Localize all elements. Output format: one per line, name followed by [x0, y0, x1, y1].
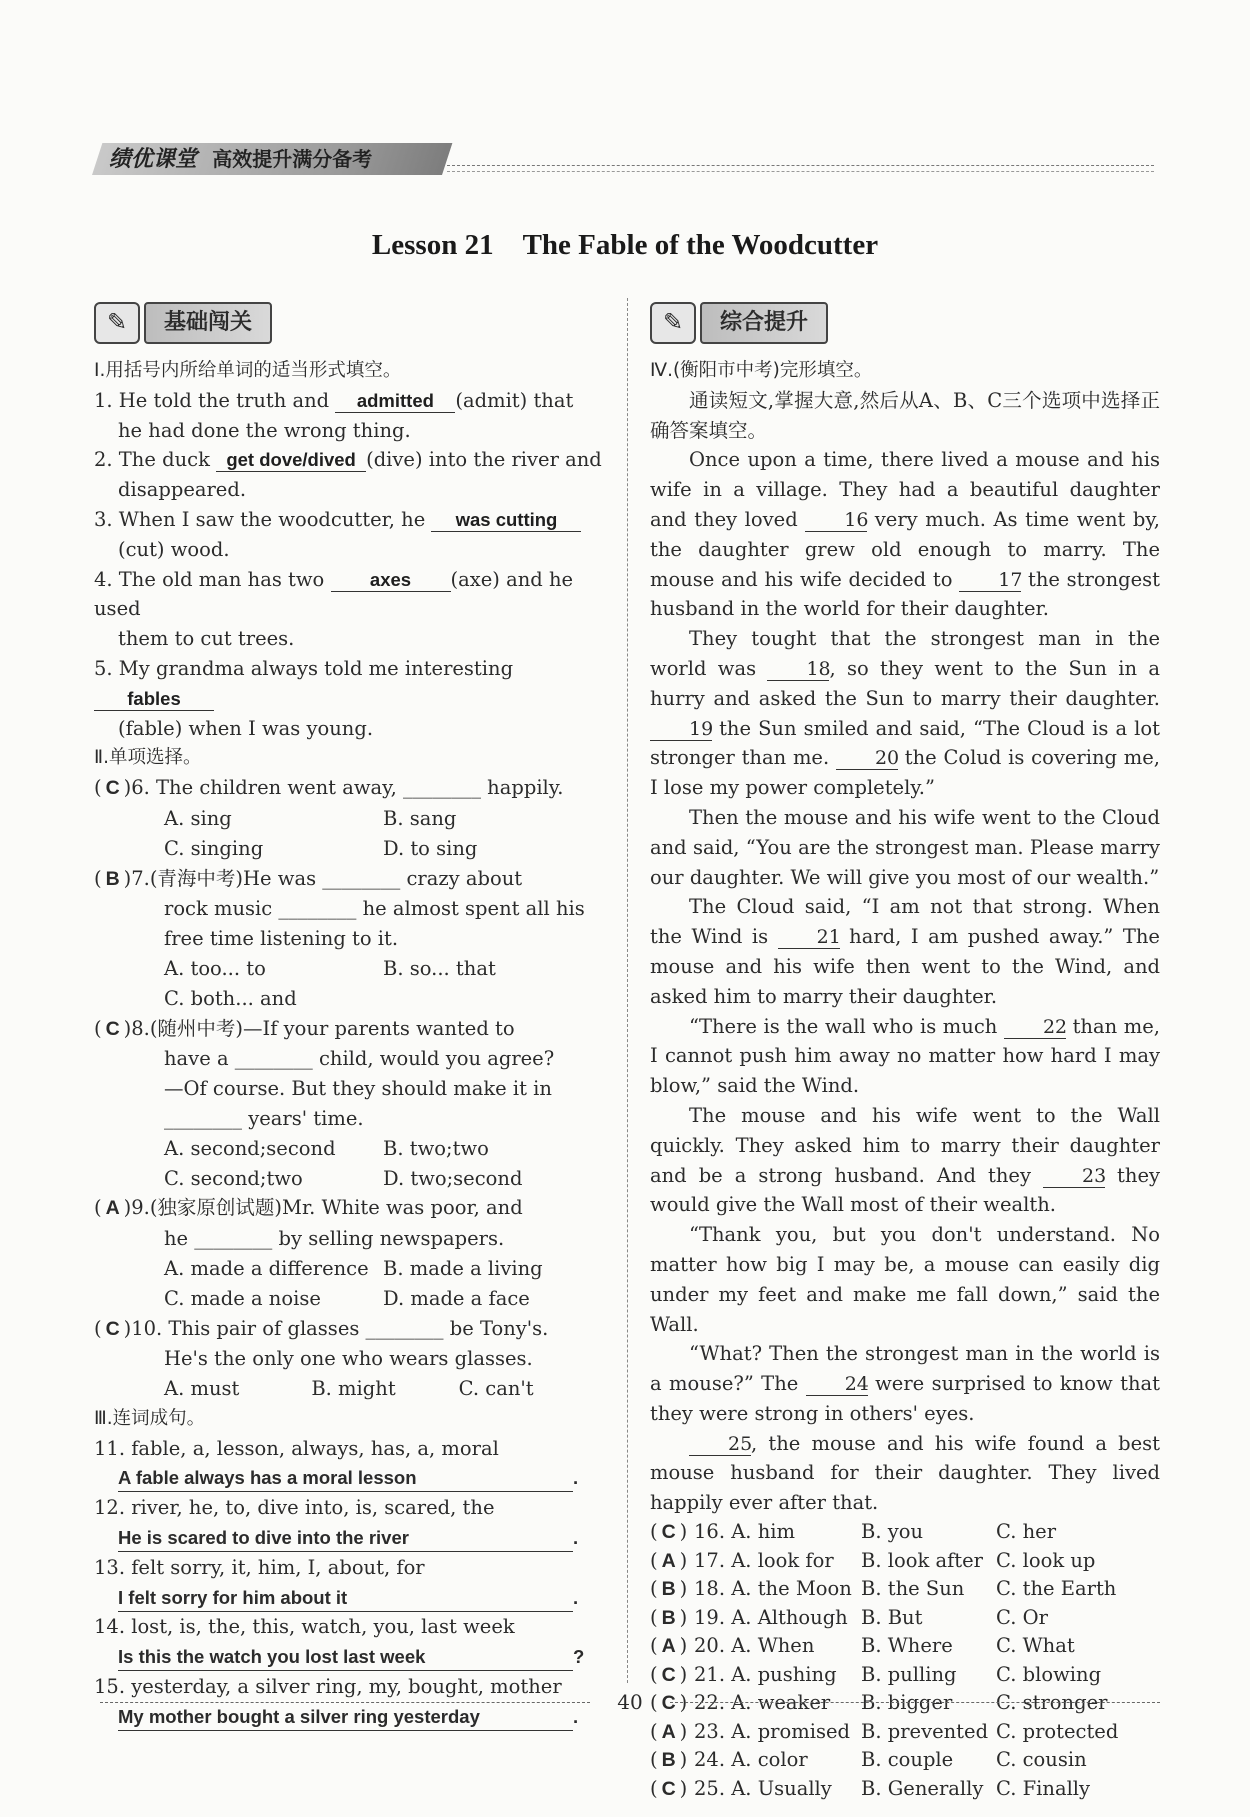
passage-text: than me, I cannot push him away no matter how hard I may blow,” said the Wind. [650, 1014, 1160, 1098]
part3-heading: Ⅲ.连词成句。 [94, 1407, 206, 1429]
passage-paragraph [650, 445, 1160, 624]
passage-text: “Thank you, but you don't understand. No matter how big I may be, a mouse can easily dig under my feet and make me fall down,” said the Wall. [650, 1223, 1160, 1336]
cloze-blank: 17 [959, 569, 1021, 592]
answer-cell [650, 1575, 694, 1604]
passage-text: the strongest husband in the world for their daughter. [650, 567, 1160, 621]
right-column [650, 300, 1160, 1803]
paren: ) [679, 1691, 688, 1715]
answer-letter: A [105, 1197, 120, 1220]
option-row [94, 954, 606, 984]
passage-text: the Sun smiled and said, “The Cloud is a lot stronger than me. [650, 716, 1160, 770]
option: B. sang [383, 806, 457, 830]
answer-letter: B [661, 1606, 676, 1629]
column-divider [627, 298, 628, 1683]
answer-letter: C [661, 1663, 676, 1686]
answer-letter: B [105, 867, 120, 890]
paren: ( [650, 1634, 658, 1658]
option: C. protected [996, 1719, 1119, 1743]
paren: ) [123, 1196, 132, 1220]
question-text: 1. He told the truth and [94, 388, 336, 412]
mc-question-line [94, 1014, 606, 1045]
paren: ( [650, 1520, 658, 1544]
question-text: he ________ by selling newspapers. [164, 1227, 505, 1251]
scrambled-words: 14. lost, is, the, this, watch, you, last week [94, 1615, 515, 1639]
option: B. prevented [861, 1719, 989, 1743]
paren: ( [94, 866, 102, 890]
passage-paragraph [650, 1220, 1160, 1339]
option: 17. A. look for [694, 1548, 834, 1572]
question-continuation: (cut) wood. [118, 537, 230, 561]
option: C. second;two [164, 1166, 303, 1190]
question-text: He's the only one who wears glasses. [164, 1347, 533, 1371]
answer-letter: C [661, 1692, 676, 1715]
paren: ( [650, 1577, 658, 1601]
choice-row [650, 1575, 1160, 1604]
passage-text: the Colud is covering me, I lose my power completely.” [650, 746, 1160, 800]
question-text: 9.(独家原创试题)Mr. White was poor, and [131, 1196, 523, 1220]
mc-question-line [94, 1314, 606, 1345]
section-header-advanced [650, 300, 1160, 346]
scrambled-words: 15. yesterday, a silver ring, my, bought, mother [94, 1675, 562, 1699]
passage-text: , so they went to the Sun in a hurry and asked the Sun to marry their daughter. [650, 656, 1160, 710]
option: D. to sing [383, 836, 478, 860]
paren: ( [650, 1605, 658, 1629]
question-continuation: disappeared. [118, 478, 247, 502]
option: B. might [311, 1377, 396, 1401]
sentence-end: . [573, 1527, 579, 1549]
question-text: rock music ________ he almost spent all his [164, 897, 585, 921]
passage-paragraph [650, 803, 1160, 892]
question-continuation: (fable) when I was young. [118, 716, 374, 740]
passage-text: Then the mouse and his wife went to the Cloud and said, “You are the strongest man. Please marry our daughter. We will give you most of our wealth.” [650, 805, 1160, 889]
option: 22. A. weaker [694, 1691, 831, 1715]
passage-text: , the mouse and his wife found a best mouse husband for their daughter. They lived happily ever after that. [650, 1431, 1160, 1515]
question-text: have a ________ child, would you agree? [164, 1047, 555, 1071]
answer-letter: B [661, 1749, 676, 1772]
option: A. sing [164, 806, 232, 830]
choice-row [650, 1547, 1160, 1576]
left-column [94, 300, 606, 1732]
part1-heading: Ⅰ.用括号内所给单词的适当形式填空。 [94, 360, 402, 381]
question-continuation: he had done the wrong thing. [118, 418, 411, 442]
page-header [92, 143, 1154, 177]
option: 16. A. him [694, 1520, 795, 1544]
option: A. too... to [164, 956, 266, 980]
cloze-blank: 22 [1004, 1016, 1066, 1039]
question-text: (dive) into the river and [366, 448, 602, 472]
option: 18. A. the Moon [694, 1577, 852, 1601]
answer-letter: C [661, 1777, 676, 1800]
scrambled-words: 13. felt sorry, it, him, I, about, for [94, 1555, 425, 1579]
option: C. the Earth [996, 1577, 1117, 1601]
paren: ( [94, 1016, 102, 1040]
question-text: —Of course. But they should make it in [164, 1077, 552, 1101]
passage-paragraph [650, 892, 1160, 1011]
cloze-blank: 24 [806, 1373, 868, 1396]
answer-letter: A [661, 1635, 676, 1658]
question-text: (admit) that [455, 388, 574, 412]
mc-question-line [94, 1193, 606, 1224]
answer-blank: fables [94, 688, 214, 711]
fill-blank-item [94, 445, 606, 475]
passage-paragraph [650, 624, 1160, 803]
answer-cell [650, 1632, 694, 1661]
paren: ) [123, 866, 132, 890]
section-header-basic [94, 300, 606, 346]
fill-blank-item [94, 565, 606, 625]
fill-blank-item [94, 654, 606, 714]
answer-blank: admitted [335, 390, 455, 413]
answer-text: He is scared to dive into the river [118, 1525, 573, 1552]
option: C. blowing [996, 1662, 1102, 1686]
paren: ( [94, 1196, 102, 1220]
paren: ) [679, 1577, 688, 1601]
mc-question-line [94, 894, 606, 924]
paren: ) [679, 1520, 688, 1544]
mc-question-line [94, 1044, 606, 1074]
cloze-choices [650, 1518, 1160, 1803]
part1-list [94, 386, 606, 744]
option: B. two;two [383, 1136, 489, 1160]
paren: ( [650, 1776, 658, 1800]
part3-list [94, 1434, 606, 1732]
answer-blank: axes [331, 569, 451, 592]
question-text: ________ years' time. [164, 1106, 364, 1130]
question-text: 8.(随州中考)—If your parents wanted to [131, 1016, 515, 1040]
answer-cell [650, 1746, 694, 1775]
paren: ) [679, 1548, 688, 1572]
choice-row [650, 1604, 1160, 1633]
question-text: 4. The old man has two [94, 567, 331, 591]
option: B. But [861, 1605, 923, 1629]
option-row [94, 1284, 606, 1314]
paren: ( [650, 1662, 658, 1686]
option: B. look after [861, 1548, 983, 1572]
mc-question-line [94, 1344, 606, 1374]
answer-cell [650, 1718, 694, 1747]
option: B. Generally [861, 1776, 984, 1800]
option: 20. A. When [694, 1634, 815, 1658]
option: C. Or [996, 1605, 1048, 1629]
option: C. What [996, 1634, 1075, 1658]
answer-cell [650, 1547, 694, 1576]
answer-letter: A [661, 1720, 676, 1743]
question-text: 2. The duck [94, 448, 217, 472]
mc-question-line [94, 773, 606, 804]
paren: ) [679, 1748, 688, 1772]
header-band [92, 143, 452, 175]
choice-row [650, 1632, 1160, 1661]
answer-sentence [94, 1463, 606, 1493]
passage-paragraph [650, 1101, 1160, 1220]
answer-text: A fable always has a moral lesson [118, 1465, 573, 1492]
option: A. made a difference [164, 1256, 369, 1280]
option: C. cousin [996, 1748, 1087, 1772]
choice-row [650, 1518, 1160, 1547]
answer-sentence [94, 1642, 606, 1672]
option: B. couple [861, 1748, 954, 1772]
part2-list [94, 773, 606, 1404]
paren: ( [650, 1748, 658, 1772]
question-text: 5. My grandma always told me interesting [94, 656, 514, 680]
passage-text: very much. As time went by, the daughter grew old enough to marry. The mouse and his wife decided to [650, 507, 1161, 591]
paren: ) [679, 1662, 688, 1686]
paren: ) [679, 1776, 688, 1800]
mc-question-line [94, 864, 606, 895]
passage-text: “What? Then the strongest man in the world is a mouse?” The [650, 1342, 1160, 1396]
option: C. can't [458, 1377, 534, 1401]
option: 24. A. color [694, 1748, 808, 1772]
option-row [94, 1164, 606, 1194]
sentence-end: . [573, 1705, 579, 1727]
cloze-heading: Ⅳ.(衡阳市中考)完形填空。 [650, 360, 873, 381]
option-row [94, 1374, 606, 1404]
answer-cell [650, 1661, 694, 1690]
option: 25. A. Usually [694, 1776, 832, 1800]
passage-text: “There is the wall who is much [689, 1014, 1004, 1038]
mc-question-line [94, 1224, 606, 1254]
option: C. Finally [996, 1776, 1091, 1800]
choice-row [650, 1661, 1160, 1690]
option: 21. A. pushing [694, 1662, 837, 1686]
question-text: 6. The children went away, ________ happily. [131, 776, 564, 800]
page-footer [100, 1690, 1160, 1716]
sentence-end: . [573, 1586, 579, 1608]
cloze-blank: 21 [778, 926, 840, 949]
option: C. look up [996, 1548, 1096, 1572]
answer-letter: C [105, 1017, 120, 1040]
paren: ) [123, 1016, 132, 1040]
fill-blank-item [94, 505, 606, 535]
footer-rule [670, 1702, 1160, 1703]
header-rule [447, 165, 1154, 166]
answer-cell [650, 1518, 694, 1547]
passage-text: The Cloud said, “I am not that strong. When the Wind is [650, 895, 1160, 949]
cloze-passage [650, 445, 1160, 1518]
paren: ) [679, 1634, 688, 1658]
header-slogan: 高效提升满分备考 [212, 147, 373, 171]
option: 23. A. promised [694, 1719, 850, 1743]
cloze-blank: 25 [689, 1433, 751, 1456]
option-row [94, 804, 606, 834]
paren: ) [123, 776, 132, 800]
cloze-blank: 20 [836, 747, 898, 770]
option: 19. A. Although [694, 1605, 848, 1629]
paren: ) [679, 1719, 688, 1743]
sentence-end: ? [573, 1646, 585, 1668]
mc-question-line [94, 1074, 606, 1104]
choice-row [650, 1718, 1160, 1747]
mc-question-line [94, 1104, 606, 1134]
cloze-blank: 18 [767, 658, 829, 681]
option-row [94, 834, 606, 864]
sentence-end: . [573, 1467, 579, 1489]
paren: ( [94, 776, 102, 800]
option: C. her [996, 1520, 1057, 1544]
option: D. two;second [383, 1166, 523, 1190]
option: C. made a noise [164, 1286, 321, 1310]
fill-blank-item [94, 386, 606, 416]
header-rule [447, 171, 1154, 172]
answer-blank: get dove/dived [216, 449, 366, 472]
page-number: 40 [617, 1690, 643, 1714]
passage-paragraph [650, 1339, 1160, 1428]
answer-text: I felt sorry for him about it [118, 1585, 573, 1612]
section-title: 基础闯关 [144, 302, 272, 344]
passage-text: hard, I am pushed away.” The mouse and his wife then went to the Wind, and asked him to marry their daughter. [650, 925, 1160, 1008]
passage-paragraph [650, 1012, 1160, 1101]
option: B. pulling [861, 1662, 957, 1686]
option: C. both... and [164, 986, 297, 1010]
page-title: Lesson 21 The Fable of the Woodcutter [371, 229, 879, 261]
option: B. you [861, 1520, 924, 1544]
paren: ) [123, 1316, 132, 1340]
question-text: free time listening to it. [164, 927, 399, 951]
paren: ( [650, 1719, 658, 1743]
option-row [94, 1254, 606, 1284]
scrambled-words: 12. river, he, to, dive into, is, scared, the [94, 1496, 495, 1520]
option: C. singing [164, 836, 264, 860]
answer-cell [650, 1604, 694, 1633]
option: A. must [164, 1377, 240, 1401]
question-text: (axe) and he used [94, 567, 574, 621]
option-row [94, 984, 606, 1014]
passage-text: were surprised to know that they were strong in others' eyes. [650, 1372, 1160, 1425]
question-text: 3. When I saw the woodcutter, he [94, 507, 432, 531]
paren: ( [650, 1691, 658, 1715]
part2-heading: Ⅱ.单项选择。 [94, 747, 202, 769]
cloze-blank: 23 [1043, 1165, 1105, 1188]
option: D. made a face [383, 1286, 530, 1310]
answer-letter: B [661, 1578, 676, 1601]
footer-rule [100, 1702, 590, 1703]
option: C. stronger [996, 1691, 1108, 1715]
section-title: 综合提升 [700, 302, 828, 344]
cloze-blank: 19 [650, 718, 712, 741]
option: B. Where [861, 1634, 953, 1658]
header-brand: 绩优课堂 [108, 147, 197, 172]
answer-blank: was cutting [431, 509, 581, 532]
option: B. bigger [861, 1691, 953, 1715]
passage-text: The mouse and his wife went to the Wall quickly. They asked him to marry their daughter and be a strong husband. And they [650, 1103, 1160, 1187]
answer-letter: C [105, 777, 120, 800]
question-text: 10. This pair of glasses ________ be Tony's. [131, 1316, 549, 1340]
cloze-instructions: 通读短文,掌握大意,然后从A、B、C三个选项中选择正确答案填空。 [650, 388, 1160, 442]
question-continuation: them to cut trees. [118, 627, 295, 651]
paren: ) [679, 1605, 688, 1629]
answer-sentence [94, 1523, 606, 1553]
option: B. the Sun [861, 1577, 965, 1601]
answer-letter: C [661, 1521, 676, 1544]
notebook-pencil-icon: ✎ [94, 302, 140, 344]
answer-letter: C [105, 1317, 120, 1340]
passage-text: They tought that the strongest man in the world was [650, 627, 1160, 680]
paren: ( [650, 1548, 658, 1572]
option: B. made a living [383, 1256, 543, 1280]
answer-cell [650, 1775, 694, 1804]
mc-question-line [94, 924, 606, 954]
paren: ( [94, 1316, 102, 1340]
answer-text: Is this the watch you lost last week [118, 1644, 573, 1671]
option: A. second;second [164, 1136, 336, 1160]
passage-text: they would give the Wall most of their wealth. [650, 1163, 1160, 1217]
answer-letter: A [661, 1549, 676, 1572]
choice-row [650, 1775, 1160, 1804]
passage-text: Once upon a time, there lived a mouse and his wife in a village. They had a beautiful daughter and they loved [650, 448, 1160, 531]
scrambled-words: 11. fable, a, lesson, always, has, a, moral [94, 1436, 499, 1460]
notebook-pencil-icon: ✎ [650, 302, 696, 344]
option-row [94, 1134, 606, 1164]
cloze-blank: 16 [805, 509, 867, 532]
answer-sentence [94, 1583, 606, 1613]
passage-paragraph [650, 1429, 1160, 1518]
choice-row [650, 1746, 1160, 1775]
question-text: 7.(青海中考)He was ________ crazy about [131, 866, 523, 890]
option: B. so... that [383, 956, 496, 980]
answer-text: My mother bought a silver ring yesterday [118, 1704, 573, 1731]
